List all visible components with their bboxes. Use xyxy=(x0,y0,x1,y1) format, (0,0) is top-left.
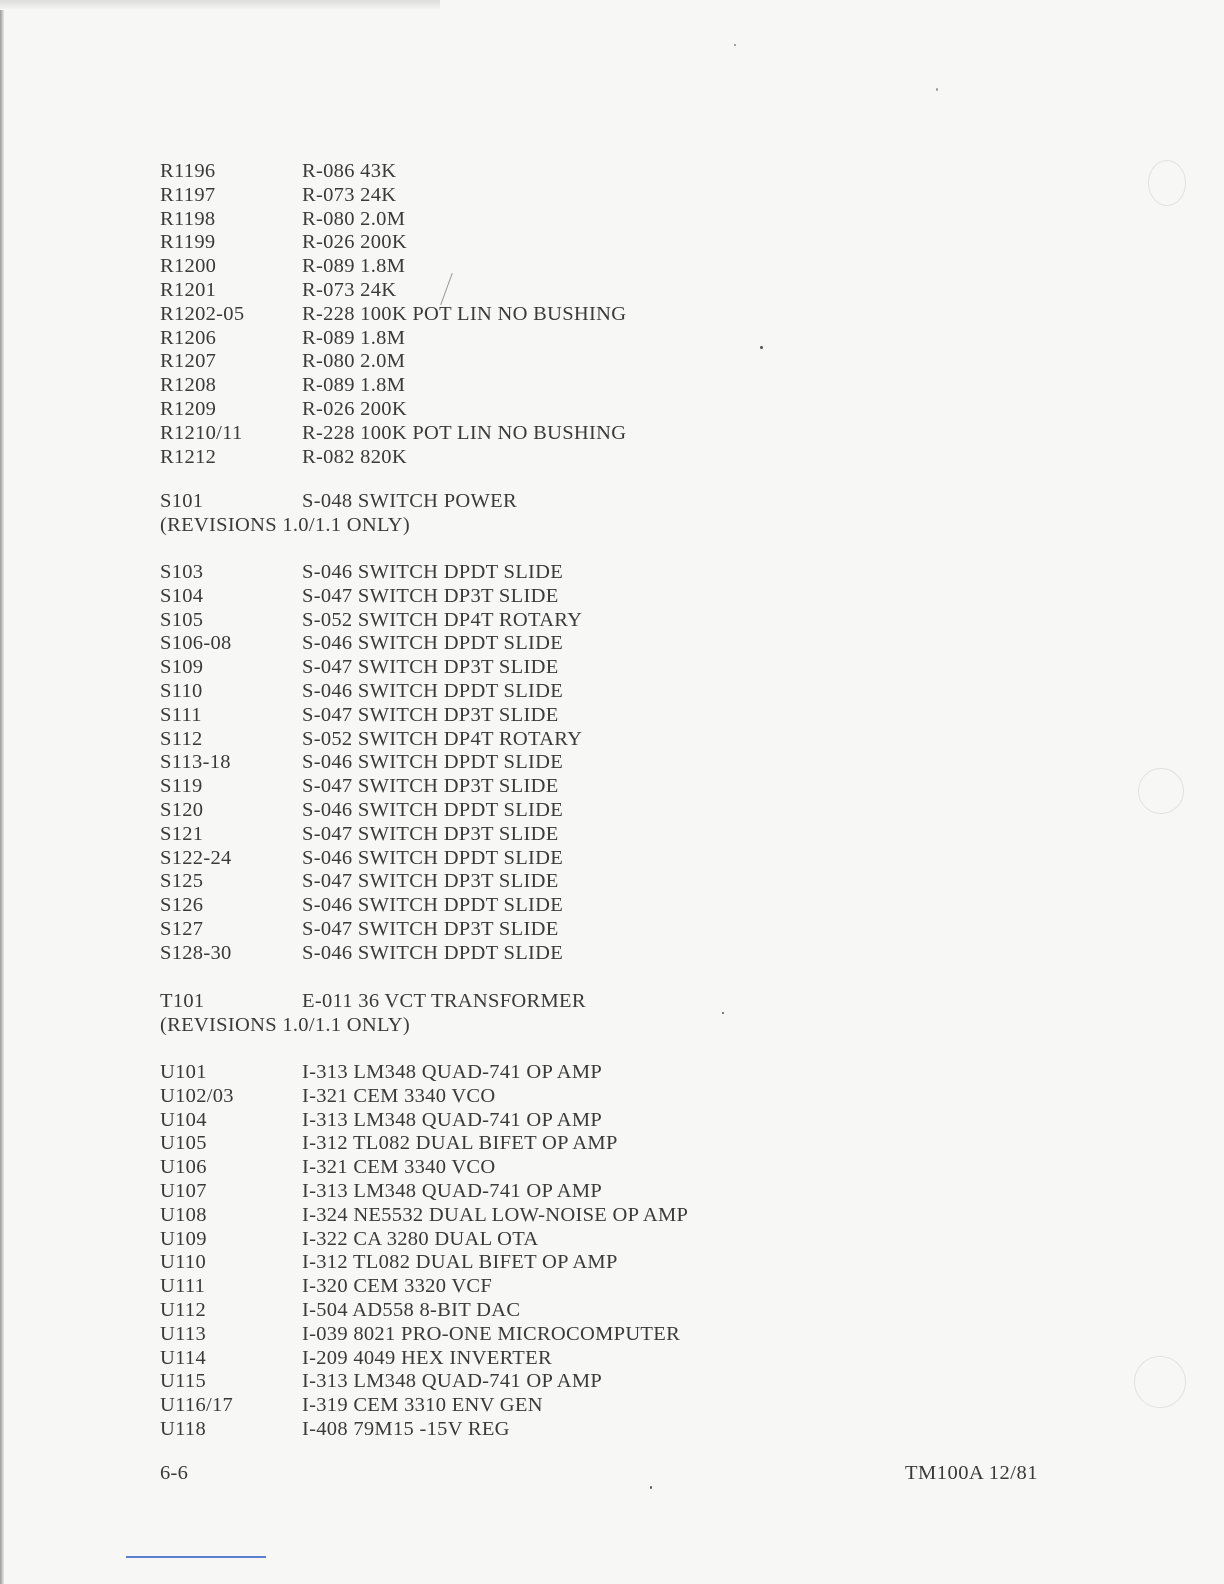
part-description: S-046 SWITCH DPDT SLIDE xyxy=(302,632,564,655)
list-item xyxy=(160,870,582,894)
part-reference: S127 xyxy=(160,917,204,940)
part-description: S-046 SWITCH DPDT SLIDE xyxy=(302,679,564,702)
part-description: S-047 SWITCH DP3T SLIDE xyxy=(302,775,559,798)
part-description: I-313 LM348 QUAD-741 OP AMP xyxy=(302,1370,603,1393)
scan-edge xyxy=(0,0,4,1584)
scan-speck xyxy=(650,1486,652,1489)
part-description: S-046 SWITCH DPDT SLIDE xyxy=(302,846,564,869)
part-reference: T101 xyxy=(160,990,205,1012)
part-description: R-228 100K POT LIN NO BUSHING xyxy=(302,421,627,444)
part-reference: U118 xyxy=(160,1417,206,1440)
part-description: I-408 79M15 -15V REG xyxy=(302,1417,510,1440)
part-description: S-046 SWITCH DPDT SLIDE xyxy=(302,751,564,774)
list-item xyxy=(160,1275,688,1299)
revision-note: (REVISIONS 1.0/1.1 ONLY) xyxy=(160,513,410,536)
part-description: I-504 AD558 8-BIT DAC xyxy=(302,1298,521,1321)
list-item xyxy=(160,422,626,446)
part-reference: R1209 xyxy=(160,397,217,420)
part-reference: S122-24 xyxy=(160,846,232,869)
list-item xyxy=(160,1085,688,1109)
part-description: I-209 4049 HEX INVERTER xyxy=(302,1346,552,1369)
part-description: I-312 TL082 DUAL BIFET OP AMP xyxy=(302,1251,618,1274)
part-reference: S120 xyxy=(160,798,204,821)
list-item xyxy=(160,1347,688,1371)
part-description: I-319 CEM 3310 ENV GEN xyxy=(302,1394,543,1417)
part-reference: S110 xyxy=(160,679,203,702)
part-description: S-046 SWITCH DPDT SLIDE xyxy=(302,561,564,583)
part-reference: R1197 xyxy=(160,183,216,206)
part-reference: R1202-05 xyxy=(160,302,245,325)
list-item xyxy=(160,751,582,775)
list-item xyxy=(160,350,626,374)
part-reference: R1196 xyxy=(160,160,216,182)
list-item xyxy=(160,1370,688,1394)
part-description: S-047 SWITCH DP3T SLIDE xyxy=(302,870,559,893)
list-item xyxy=(160,1180,688,1204)
part-reference: S104 xyxy=(160,584,204,607)
part-reference: U101 xyxy=(160,1061,207,1083)
part-reference: U109 xyxy=(160,1227,207,1250)
part-reference: S119 xyxy=(160,775,203,798)
part-description: S-047 SWITCH DP3T SLIDE xyxy=(302,656,559,679)
list-item xyxy=(160,1418,688,1442)
list-item xyxy=(160,1299,688,1323)
part-description: S-052 SWITCH DP4T ROTARY xyxy=(302,727,583,750)
list-item xyxy=(160,446,626,470)
list-item xyxy=(160,799,582,823)
part-reference: U108 xyxy=(160,1203,207,1226)
part-reference: S105 xyxy=(160,608,204,631)
list-item xyxy=(160,823,582,847)
part-description: I-039 8021 PRO-ONE MICROCOMPUTER xyxy=(302,1322,681,1345)
part-description: I-322 CA 3280 DUAL OTA xyxy=(302,1227,539,1250)
scan-speck xyxy=(734,44,736,46)
list-item xyxy=(160,1394,688,1418)
list-item xyxy=(160,1228,688,1252)
part-description: S-047 SWITCH DP3T SLIDE xyxy=(302,703,559,726)
part-description: I-312 TL082 DUAL BIFET OP AMP xyxy=(302,1132,618,1155)
list-item xyxy=(160,279,626,303)
part-description: S-046 SWITCH DPDT SLIDE xyxy=(302,941,564,964)
part-description: I-321 CEM 3340 VCO xyxy=(302,1084,496,1107)
list-item xyxy=(160,490,517,514)
part-reference: S101 xyxy=(160,490,204,512)
list-item xyxy=(160,1156,688,1180)
list-item xyxy=(160,918,582,942)
part-reference: U102/03 xyxy=(160,1084,234,1107)
part-description: R-228 100K POT LIN NO BUSHING xyxy=(302,302,627,325)
list-item xyxy=(160,255,626,279)
part-description: S-046 SWITCH DPDT SLIDE xyxy=(302,894,564,917)
part-description: E-011 36 VCT TRANSFORMER xyxy=(302,990,586,1012)
list-item xyxy=(160,160,626,184)
list-item xyxy=(160,728,582,752)
resistor-list xyxy=(160,160,626,469)
part-description: S-048 SWITCH POWER xyxy=(302,490,517,512)
list-item xyxy=(160,231,626,255)
part-description: R-089 1.8M xyxy=(302,374,406,397)
part-reference: S111 xyxy=(160,703,202,726)
part-description: R-073 24K xyxy=(302,183,397,206)
part-reference: R1208 xyxy=(160,374,217,397)
list-item xyxy=(160,303,626,327)
scan-line-mark xyxy=(126,1556,266,1558)
part-reference: S106-08 xyxy=(160,632,232,655)
transformer-entry xyxy=(160,990,586,1038)
part-description: I-321 CEM 3340 VCO xyxy=(302,1156,496,1179)
list-item xyxy=(160,1061,688,1085)
list-item xyxy=(160,680,582,704)
switch-list xyxy=(160,561,582,966)
part-description: R-073 24K xyxy=(302,278,397,301)
part-reference: U110 xyxy=(160,1251,206,1274)
part-reference: R1198 xyxy=(160,207,216,230)
list-item xyxy=(160,374,626,398)
list-item xyxy=(160,990,586,1014)
part-reference: S109 xyxy=(160,656,204,679)
list-item xyxy=(160,609,582,633)
part-reference: S103 xyxy=(160,561,204,583)
part-reference: U111 xyxy=(160,1275,206,1298)
part-description: I-313 LM348 QUAD-741 OP AMP xyxy=(302,1108,603,1131)
punch-hole-mark xyxy=(1134,1356,1186,1408)
part-reference: S128-30 xyxy=(160,941,232,964)
part-reference: R1210/11 xyxy=(160,421,243,444)
part-reference: S121 xyxy=(160,822,204,845)
power-switch-entry xyxy=(160,490,517,538)
part-description: R-089 1.8M xyxy=(302,255,406,278)
part-description: R-026 200K xyxy=(302,231,407,254)
part-reference: R1212 xyxy=(160,445,217,468)
part-description: S-047 SWITCH DP3T SLIDE xyxy=(302,584,559,607)
list-item xyxy=(160,894,582,918)
part-reference: U114 xyxy=(160,1346,206,1369)
part-reference: S112 xyxy=(160,727,203,750)
list-item xyxy=(160,561,582,585)
part-reference: U107 xyxy=(160,1179,207,1202)
list-item xyxy=(160,1251,688,1275)
part-description: I-324 NE5532 DUAL LOW-NOISE OP AMP xyxy=(302,1203,689,1226)
list-item xyxy=(160,398,626,422)
part-reference: U106 xyxy=(160,1156,207,1179)
scan-speck xyxy=(936,88,938,91)
part-description: S-052 SWITCH DP4T ROTARY xyxy=(302,608,583,631)
list-item xyxy=(160,656,582,680)
part-reference: U112 xyxy=(160,1298,206,1321)
scan-speck xyxy=(722,1012,724,1014)
document-code: TM100A 12/81 xyxy=(905,1462,1038,1484)
part-description: R-082 820K xyxy=(302,445,407,468)
part-description: R-026 200K xyxy=(302,397,407,420)
scan-speck xyxy=(760,346,763,349)
part-description: I-320 CEM 3320 VCF xyxy=(302,1275,493,1298)
list-item xyxy=(160,1204,688,1228)
list-item xyxy=(160,585,582,609)
part-reference: S113-18 xyxy=(160,751,231,774)
part-description: R-080 2.0M xyxy=(302,350,406,373)
part-reference: R1201 xyxy=(160,278,217,301)
part-reference: S126 xyxy=(160,894,204,917)
part-description: R-086 43K xyxy=(302,160,397,182)
scan-edge xyxy=(0,0,440,10)
part-description: S-047 SWITCH DP3T SLIDE xyxy=(302,917,559,940)
part-description: I-313 LM348 QUAD-741 OP AMP xyxy=(302,1179,603,1202)
list-item xyxy=(160,942,582,966)
part-description: S-046 SWITCH DPDT SLIDE xyxy=(302,798,564,821)
part-description: S-047 SWITCH DP3T SLIDE xyxy=(302,822,559,845)
punch-hole-mark xyxy=(1148,160,1186,206)
part-description: I-313 LM348 QUAD-741 OP AMP xyxy=(302,1061,603,1083)
part-reference: R1207 xyxy=(160,350,217,373)
part-reference: U113 xyxy=(160,1322,206,1345)
list-item xyxy=(160,1323,688,1347)
list-item xyxy=(160,632,582,656)
part-reference: U115 xyxy=(160,1370,206,1393)
part-description: R-080 2.0M xyxy=(302,207,406,230)
ic-list xyxy=(160,1061,688,1442)
part-reference: U104 xyxy=(160,1108,207,1131)
part-reference: U116/17 xyxy=(160,1394,234,1417)
list-item xyxy=(160,847,582,871)
part-reference: R1199 xyxy=(160,231,216,254)
part-reference: U105 xyxy=(160,1132,207,1155)
part-description: R-089 1.8M xyxy=(302,326,406,349)
list-item xyxy=(160,1132,688,1156)
list-item xyxy=(160,1109,688,1133)
page-number: 6-6 xyxy=(160,1462,189,1484)
punch-hole-mark xyxy=(1138,768,1184,814)
list-item xyxy=(160,184,626,208)
list-item xyxy=(160,327,626,351)
list-item xyxy=(160,775,582,799)
part-reference: R1206 xyxy=(160,326,217,349)
part-reference: R1200 xyxy=(160,255,217,278)
revision-note: (REVISIONS 1.0/1.1 ONLY) xyxy=(160,1013,410,1036)
list-item xyxy=(160,704,582,728)
part-reference: S125 xyxy=(160,870,204,893)
list-item xyxy=(160,208,626,232)
